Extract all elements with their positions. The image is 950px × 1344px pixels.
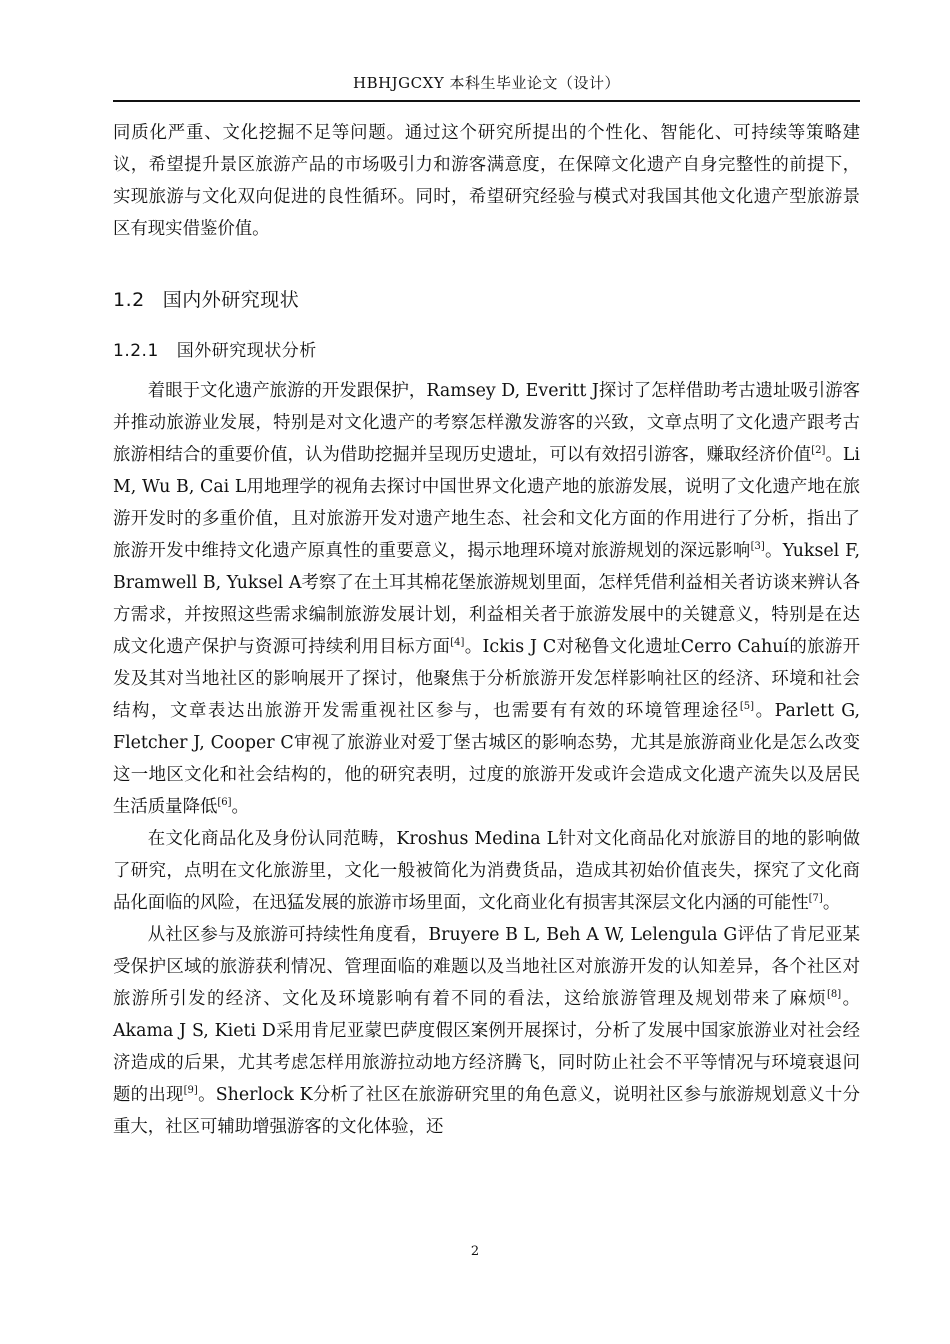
paragraph-3-text-2: 。Akama J S, Kieti D采用肯尼亚蒙巴萨度假区案例开展探讨，分析了发展中国家旅游业对社会经济造成的后果，尤其考虑怎样用旅游拉动地方经济腾飞，同时防止社会不平等情况与环境衰退问题的出现 [113, 989, 860, 1105]
subsection-number: 1.2.1 [113, 341, 159, 361]
paragraph-1-text-3: 。Yuksel F, Bramwell B, Yuksel A考察了在土耳其棉花堡旅游规划里面，怎样凭借利益相关者访谈来辨认各方需求，并按照这些需求编制旅游发展计划，利益相关者于旅游发展中的关键意义，特别是在达成文化遗产保护与资源可持续利用目标方面 [113, 541, 860, 657]
paragraph-3 [113, 919, 860, 1143]
citation-6: [6] [217, 797, 232, 809]
paragraph-2 [113, 823, 860, 919]
citation-2: [2] [811, 445, 826, 457]
paragraph-2-text-2: 。 [822, 893, 841, 913]
paragraph-1 [113, 375, 860, 823]
citation-4: [4] [450, 637, 465, 649]
section-title: 国内外研究现状 [162, 289, 300, 311]
citation-9: [9] [183, 1085, 198, 1097]
paragraph-3-text-1: 从社区参与及旅游可持续性角度看，Bruyere B L, Beh A W, Lelengula G评估了肯尼亚某受保护区域的旅游获利情况、管理面临的难题以及当地社区对旅游开发的认知差异，各个社区对旅游所引发的经济、文化及环境影响有着不同的看法，这给旅游管理及规划带来了麻烦 [113, 925, 860, 1009]
body-text [113, 117, 860, 1143]
running-header: HBHJGCXY 本科生毕业论文（设计） [352, 74, 620, 92]
paragraph-1-text-4: 。Ickis J C对秘鲁文化遗址Cerro Cahuí的旅游开发及其对当地社区的影响展开了探讨，他聚焦于分析旅游开发怎样影响社区的经济、环境和社会结构，文章表达出旅游开发需重视社区参与，也需要有有效的环境管理途径 [113, 637, 860, 721]
subsection-heading [113, 337, 860, 365]
paragraph-3-text-3: 。Sherlock K分析了社区在旅游研究里的角色意义，说明社区参与旅游规划意义十分重大，社区可辅助增强游客的文化体验，还 [113, 1085, 860, 1137]
section-heading [113, 285, 860, 315]
paragraph-1-text-6: 。 [231, 797, 249, 817]
page-number: 2 [470, 1244, 480, 1259]
citation-8: [8] [827, 989, 842, 1001]
citation-5: [5] [739, 701, 755, 713]
citation-7: [7] [808, 893, 823, 905]
header-rule [113, 100, 860, 102]
paragraph-2-text-1: 在文化商品化及身份认同范畴，Kroshus Medina L针对文化商品化对旅游目的地的影响做了研究，点明在文化旅游里，文化一般被简化为消费货品，造成其初始价值丧失，探究了文化商品化面临的风险，在迅猛发展的旅游市场里面，文化商业化有损害其深层文化内涵的可能性 [113, 829, 860, 913]
paragraph-1-text-5: 。Parlett G, Fletcher J, Cooper C审视了旅游业对爱丁堡古城区的影响态势，尤其是旅游商业化是怎么改变这一地区文化和社会结构的，他的研究表明，过度的旅游开发或许会造成文化遗产流失以及居民生活质量降低 [113, 701, 860, 817]
section-number: 1.2 [113, 289, 145, 311]
subsection-title: 国外研究现状分析 [176, 341, 317, 361]
citation-3: [3] [750, 541, 765, 553]
paragraph-1-text-2: 。Li M, Wu B, Cai L用地理学的视角去探讨中国世界文化遗产地的旅游发展，说明了文化遗产地在旅游开发时的多重价值，且对旅游开发对遗产地生态、社会和文化方面的作用进行了分析，指出了旅游开发中维持文化遗产原真性的重要意义，揭示地理环境对旅游规划的深远影响 [113, 445, 860, 561]
intro-paragraph: 同质化严重、文化挖掘不足等问题。通过这个研究所提出的个性化、智能化、可持续等策略建议，希望提升景区旅游产品的市场吸引力和游客满意度，在保障文化遗产自身完整性的前提下，实现旅游与文化双向促进的良性循环。同时，希望研究经验与模式对我国其他文化遗产型旅游景区有现实借鉴价值。 [113, 123, 860, 239]
paragraph-1-text-1: 着眼于文化遗产旅游的开发跟保护，Ramsey D, Everitt J探讨了怎样借助考古遗址吸引游客并推动旅游业发展，特别是对文化遗产的考察怎样激发游客的兴致，文章点明了文化遗产跟考古旅游相结合的重要价值，认为借助挖掘并呈现历史遗址，可以有效招引游客，赚取经济价值 [113, 381, 860, 465]
